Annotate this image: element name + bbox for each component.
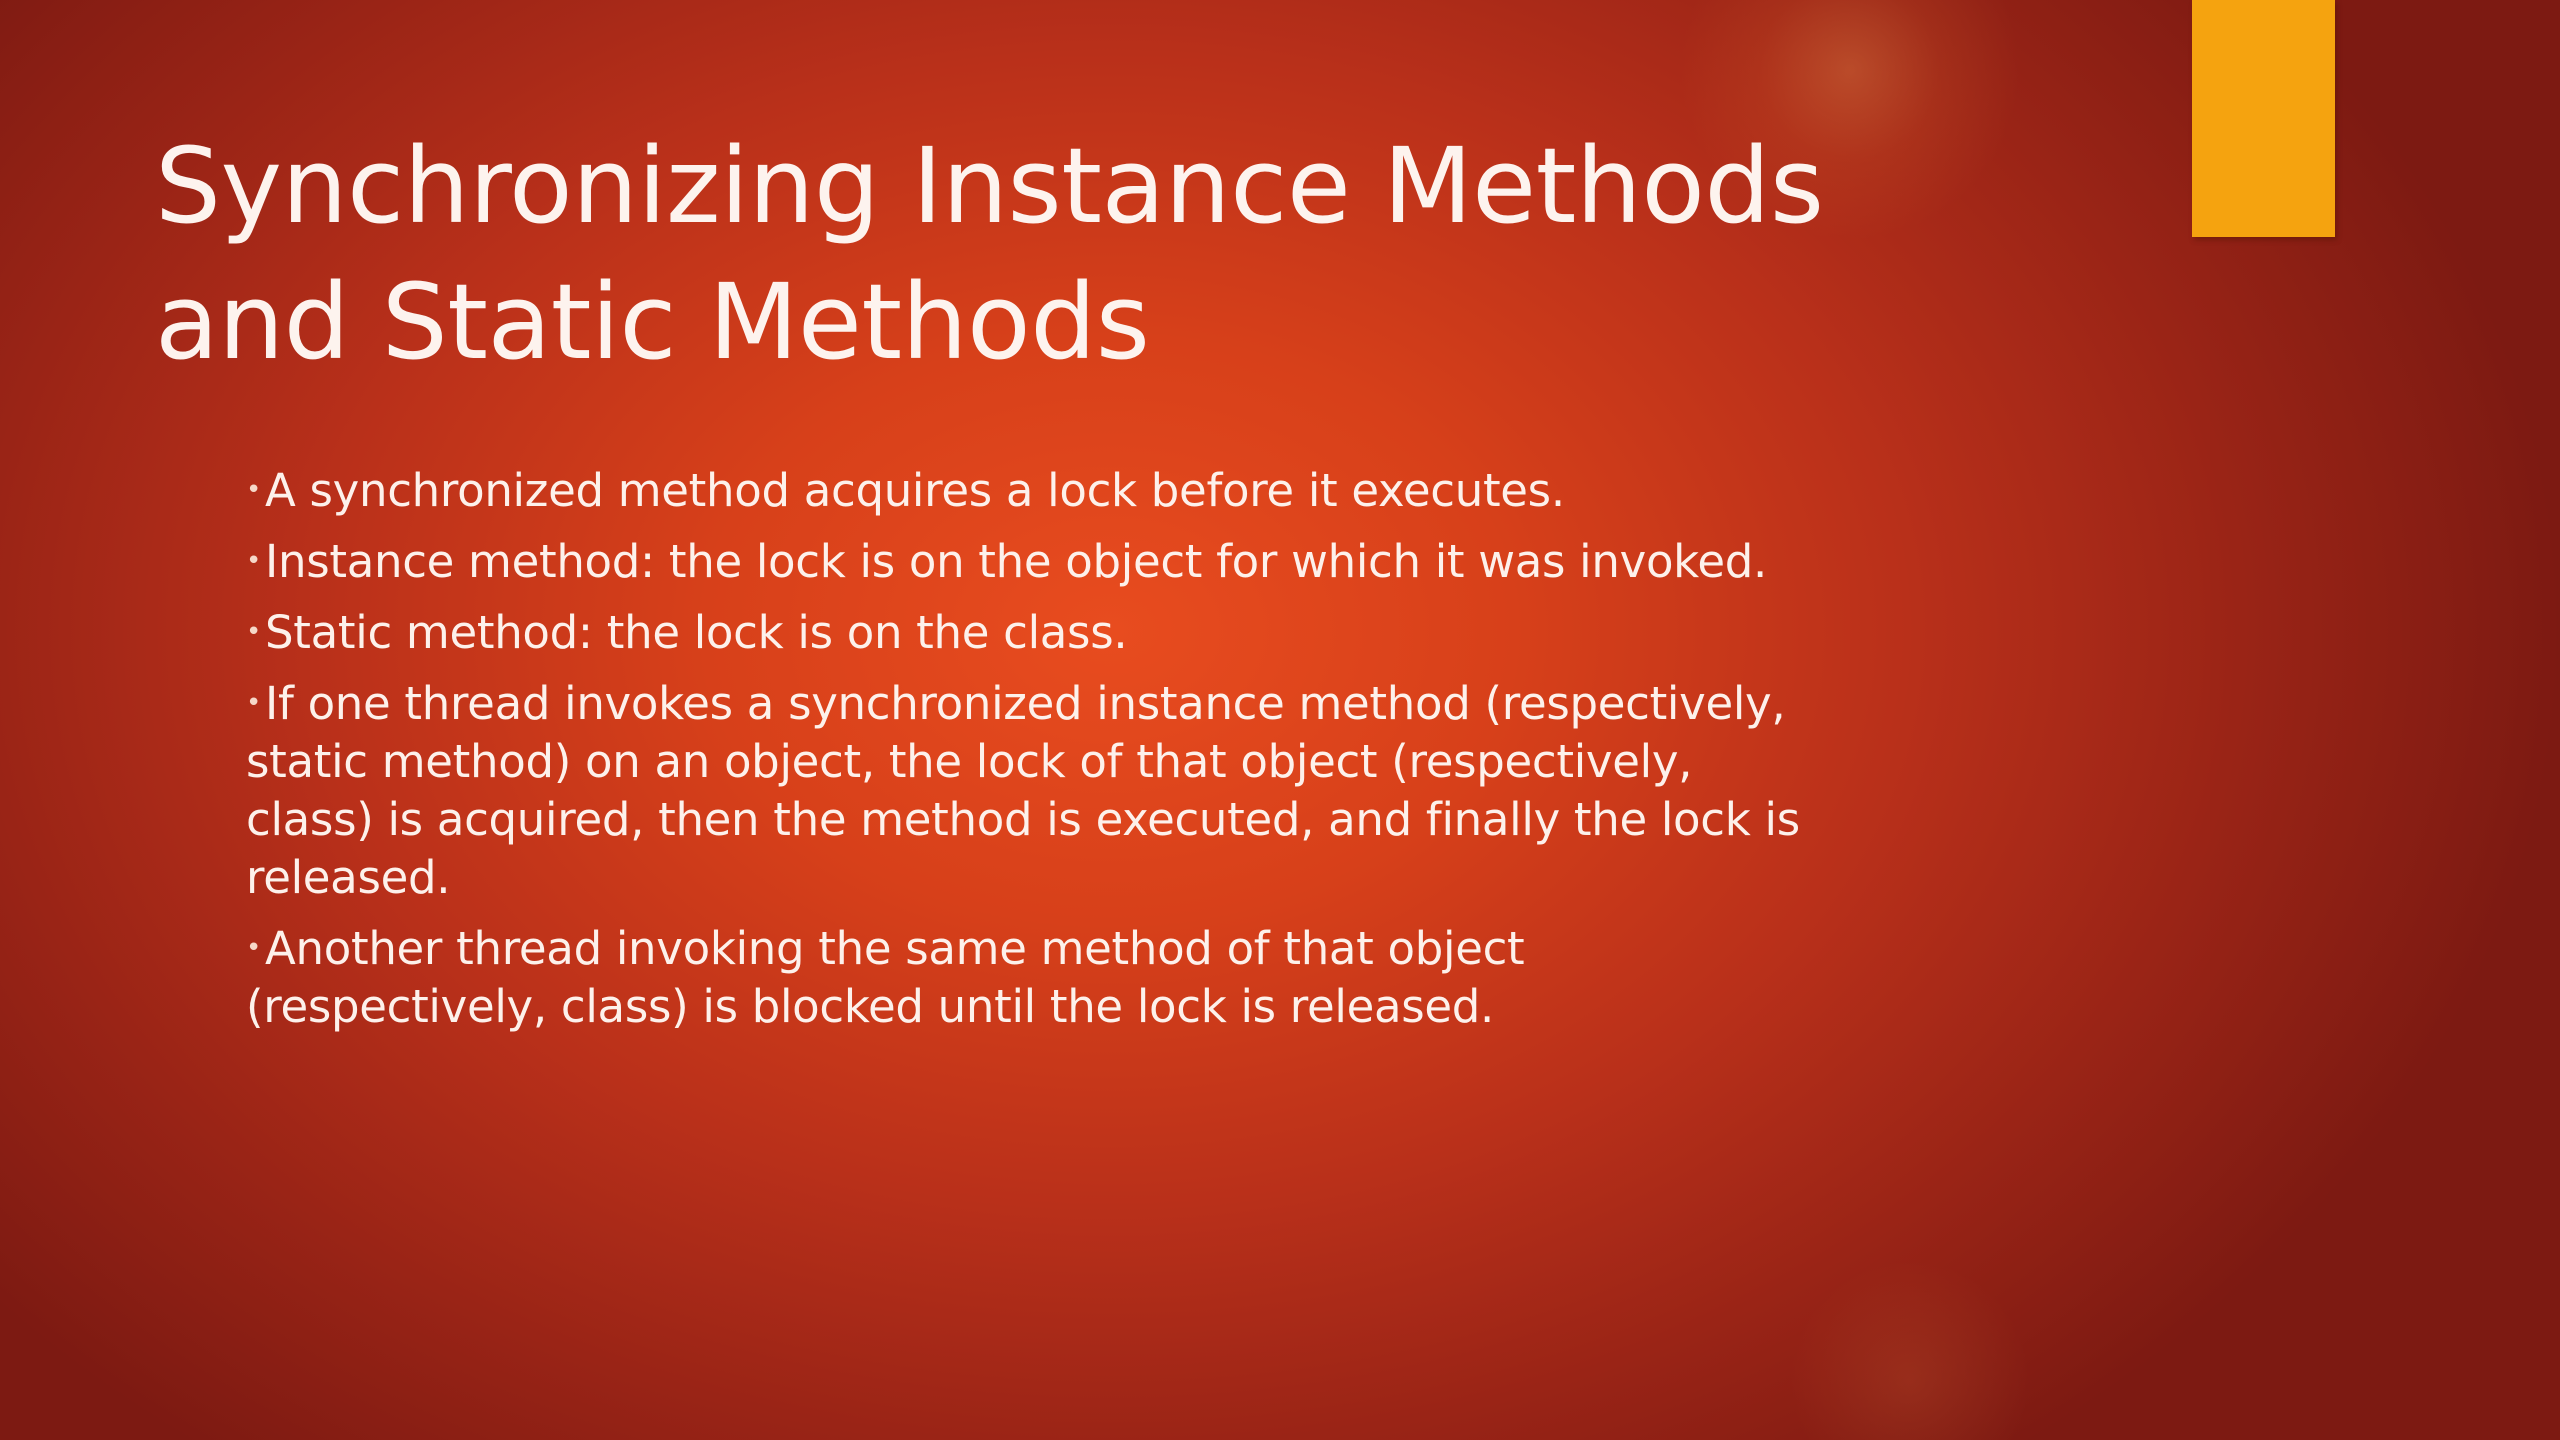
accent-bar xyxy=(2192,0,2335,237)
bullet-text: Another thread invoking the same method of that object (respectively, class) is blocked until the lock is released. xyxy=(246,922,1525,1033)
bullet-icon: • xyxy=(246,546,262,576)
bullet-text: A synchronized method acquires a lock before it executes. xyxy=(265,464,1565,517)
slide-title-line-2: and Static Methods xyxy=(155,261,1150,383)
bullet-item xyxy=(246,919,1806,1036)
bullet-icon: • xyxy=(246,688,262,718)
bullet-item xyxy=(246,461,1806,520)
slide-title-line-1: Synchronizing Instance Methods xyxy=(155,125,1824,247)
bullet-item xyxy=(246,603,1806,662)
bullet-item xyxy=(246,532,1806,591)
bullet-icon: • xyxy=(246,617,262,647)
bullet-text: Static method: the lock is on the class. xyxy=(265,606,1128,659)
bullet-text: If one thread invokes a synchronized instance method (respectively, static method) on an object, the lock of that object (respectively, class) is acquired, then the method is executed, and finally the lock is released. xyxy=(246,677,1800,904)
bullet-item xyxy=(246,674,1806,907)
bullet-text: Instance method: the lock is on the object for which it was invoked. xyxy=(265,535,1767,588)
bullet-list xyxy=(246,461,1806,1048)
slide-title xyxy=(155,118,2135,390)
bullet-icon: • xyxy=(246,475,262,505)
bullet-icon: • xyxy=(246,933,262,963)
